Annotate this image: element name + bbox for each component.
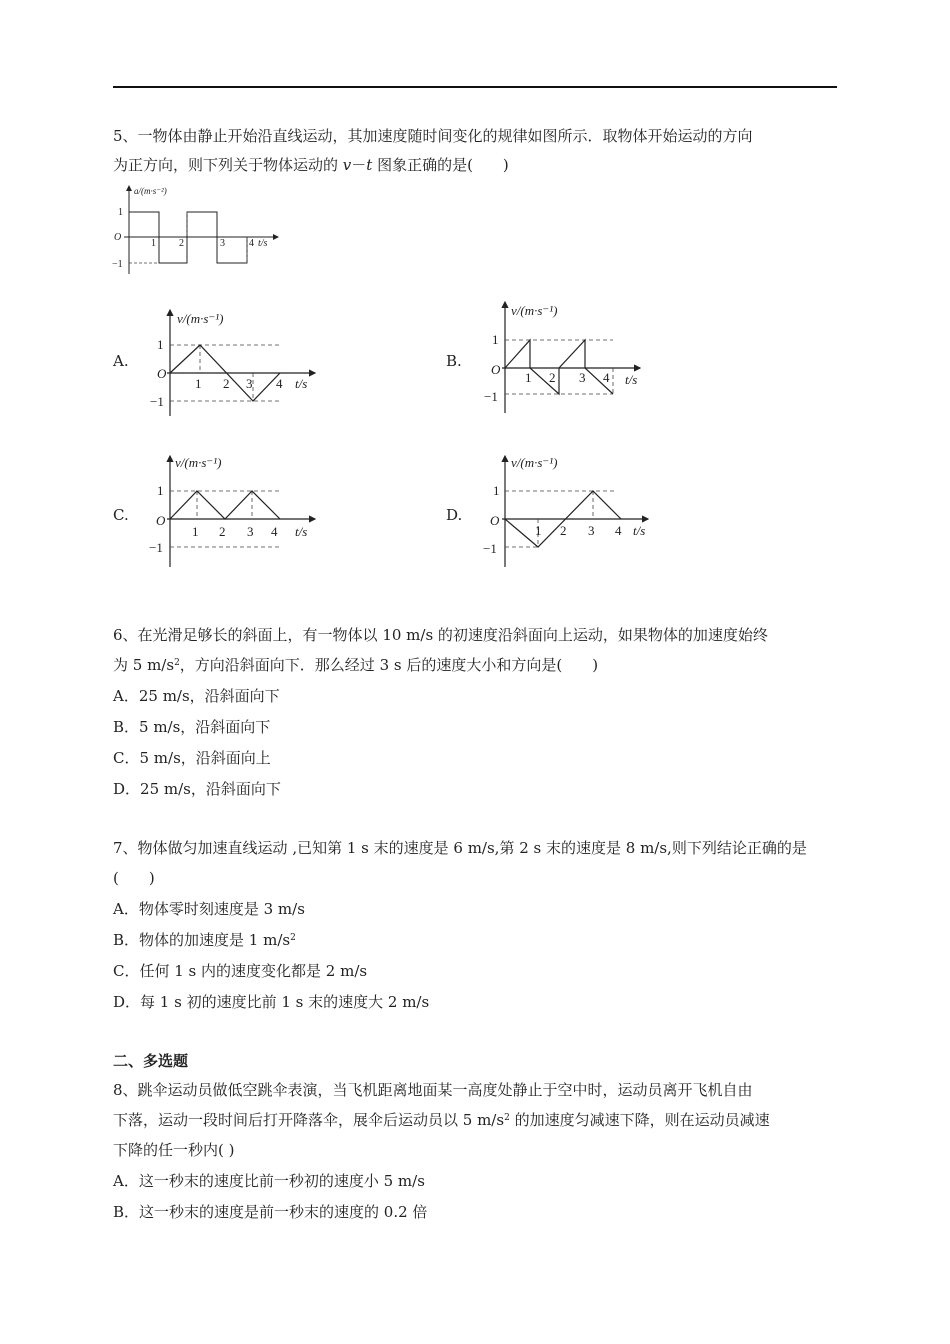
svg-text:4: 4 [603,370,610,385]
svg-text:v/(m·s⁻¹): v/(m·s⁻¹) [175,455,222,470]
q8-line-2: 下落，运动一段时间后打开降落伞，展伞后运动员以 5 $m/s^2$ 的加速度匀减速下降，则在运动员减速 [113,1111,770,1129]
svg-text:v/(m·s⁻¹): v/(m·s⁻¹) [511,455,558,470]
q7-option-a[interactable]: A．物体零时刻速度是 3 m/s [113,900,305,918]
q8-option-a[interactable]: A．这一秒末的速度比前一秒初的速度小 5 m/s [113,1172,425,1190]
option-a-graph[interactable] [145,306,325,418]
a-ylabel: a/(m·s⁻²) [134,186,167,196]
svg-text:4: 4 [271,524,278,539]
svg-text:O: O [490,513,500,528]
svg-text:3: 3 [247,524,254,539]
svg-text:O: O [156,513,166,528]
q8-line-1: 8、跳伞运动员做低空跳伞表演，当飞机距离地面某一高度处静止于空中时，运动员离开飞机自由 [113,1081,753,1099]
q5-line-1: 5、一物体由静止开始沿直线运动，其加速度随时间变化的规律如图所示．取物体开始运动的方向 [113,127,753,145]
a-opt-origin: O [157,366,167,381]
q6-option-c[interactable]: C．5 m/s，沿斜面向上 [113,749,271,767]
q6-line-2: 为 5 $m/s^2$，方向沿斜面向下．那么经过 3 s 后的速度大小和方向是( ) [113,656,599,674]
svg-text:t/s: t/s [295,524,308,539]
a-origin: O [114,232,122,243]
svg-text:4: 4 [615,523,622,538]
a-xlabel: t/s [258,238,268,249]
svg-text:t/s: t/s [625,372,638,387]
svg-text:3: 3 [588,523,595,538]
a-opt-ypos: 1 [157,337,164,352]
svg-text:−1: −1 [484,389,498,404]
q7-option-c[interactable]: C．任何 1 s 内的速度变化都是 2 m/s [113,962,368,980]
q8-line-3: 下降的任一秒内( ) [113,1141,235,1159]
svg-text:1: 1 [157,483,164,498]
svg-text:t/s: t/s [633,523,646,538]
header-rule [113,86,837,88]
svg-text:−1: −1 [483,541,497,556]
q6-option-d[interactable]: D．25 m/s，沿斜面向下 [113,780,281,798]
q7-option-d[interactable]: D．每 1 s 初的速度比前 1 s 末的速度大 2 m/s [113,993,430,1011]
svg-text:1: 1 [492,332,499,347]
q7-line-1: 7、物体做匀加速直线运动 ,已知第 1 s 末的速度是 6 m/s,第 2 s 末的速度是 8 m/s,则下列结论正确的是 [113,839,807,857]
svg-text:t/s: t/s [295,376,308,391]
q6-option-b[interactable]: B．5 m/s，沿斜面向下 [113,718,271,736]
svg-text:1: 1 [493,483,500,498]
option-d-graph[interactable] [478,452,658,570]
q8-option-b[interactable]: B．这一秒末的速度是前一秒末的速度的 0.2 倍 [113,1203,428,1221]
a-opt-yneg: −1 [150,394,164,409]
svg-text:2: 2 [219,524,226,539]
svg-text:2: 2 [560,523,567,538]
svg-text:2: 2 [223,376,230,391]
q7-option-b[interactable]: B．物体的加速度是 1 $m/s^2$ [113,931,296,949]
svg-text:O: O [491,362,501,377]
svg-text:1: 1 [525,370,532,385]
svg-text:1: 1 [192,524,199,539]
q5-line-2: 为正方向，则下列关于物体运动的 v－t 图象正确的是( ) [113,156,509,174]
a-ypos: 1 [118,207,123,218]
q6-line-1: 6、在光滑足够长的斜面上，有一物体以 10 m/s 的初速度沿斜面向上运动，如果物体的加速度始终 [113,626,768,644]
svg-text:v/(m·s⁻¹): v/(m·s⁻¹) [511,303,558,318]
svg-text:3: 3 [246,376,253,391]
section-title-multi-choice: 二、多选题 [113,1052,189,1070]
a-tick-1: 1 [151,238,156,249]
option-b-label[interactable]: B. [446,352,462,370]
q6-option-a[interactable]: A．25 m/s，沿斜面向下 [113,687,280,705]
option-a-label[interactable]: A. [113,352,129,370]
option-d-label[interactable]: D. [446,506,463,524]
svg-text:3: 3 [579,370,586,385]
a-tick-2: 2 [179,238,184,249]
option-c-label[interactable]: C. [113,506,129,524]
a-tick-3: 3 [220,238,225,249]
option-c-graph[interactable] [145,452,325,570]
acceleration-graph [110,182,290,277]
a-tick-4: 4 [249,238,254,249]
svg-text:4: 4 [276,376,283,391]
svg-text:1: 1 [535,523,542,538]
a-opt-ylabel: v/(m·s⁻¹) [177,311,224,326]
svg-text:2: 2 [549,370,556,385]
svg-text:−1: −1 [149,540,163,555]
q7-line-2: ( ) [113,869,155,887]
a-yneg: −1 [112,259,123,270]
option-b-graph[interactable] [478,298,658,416]
svg-text:1: 1 [195,376,202,391]
